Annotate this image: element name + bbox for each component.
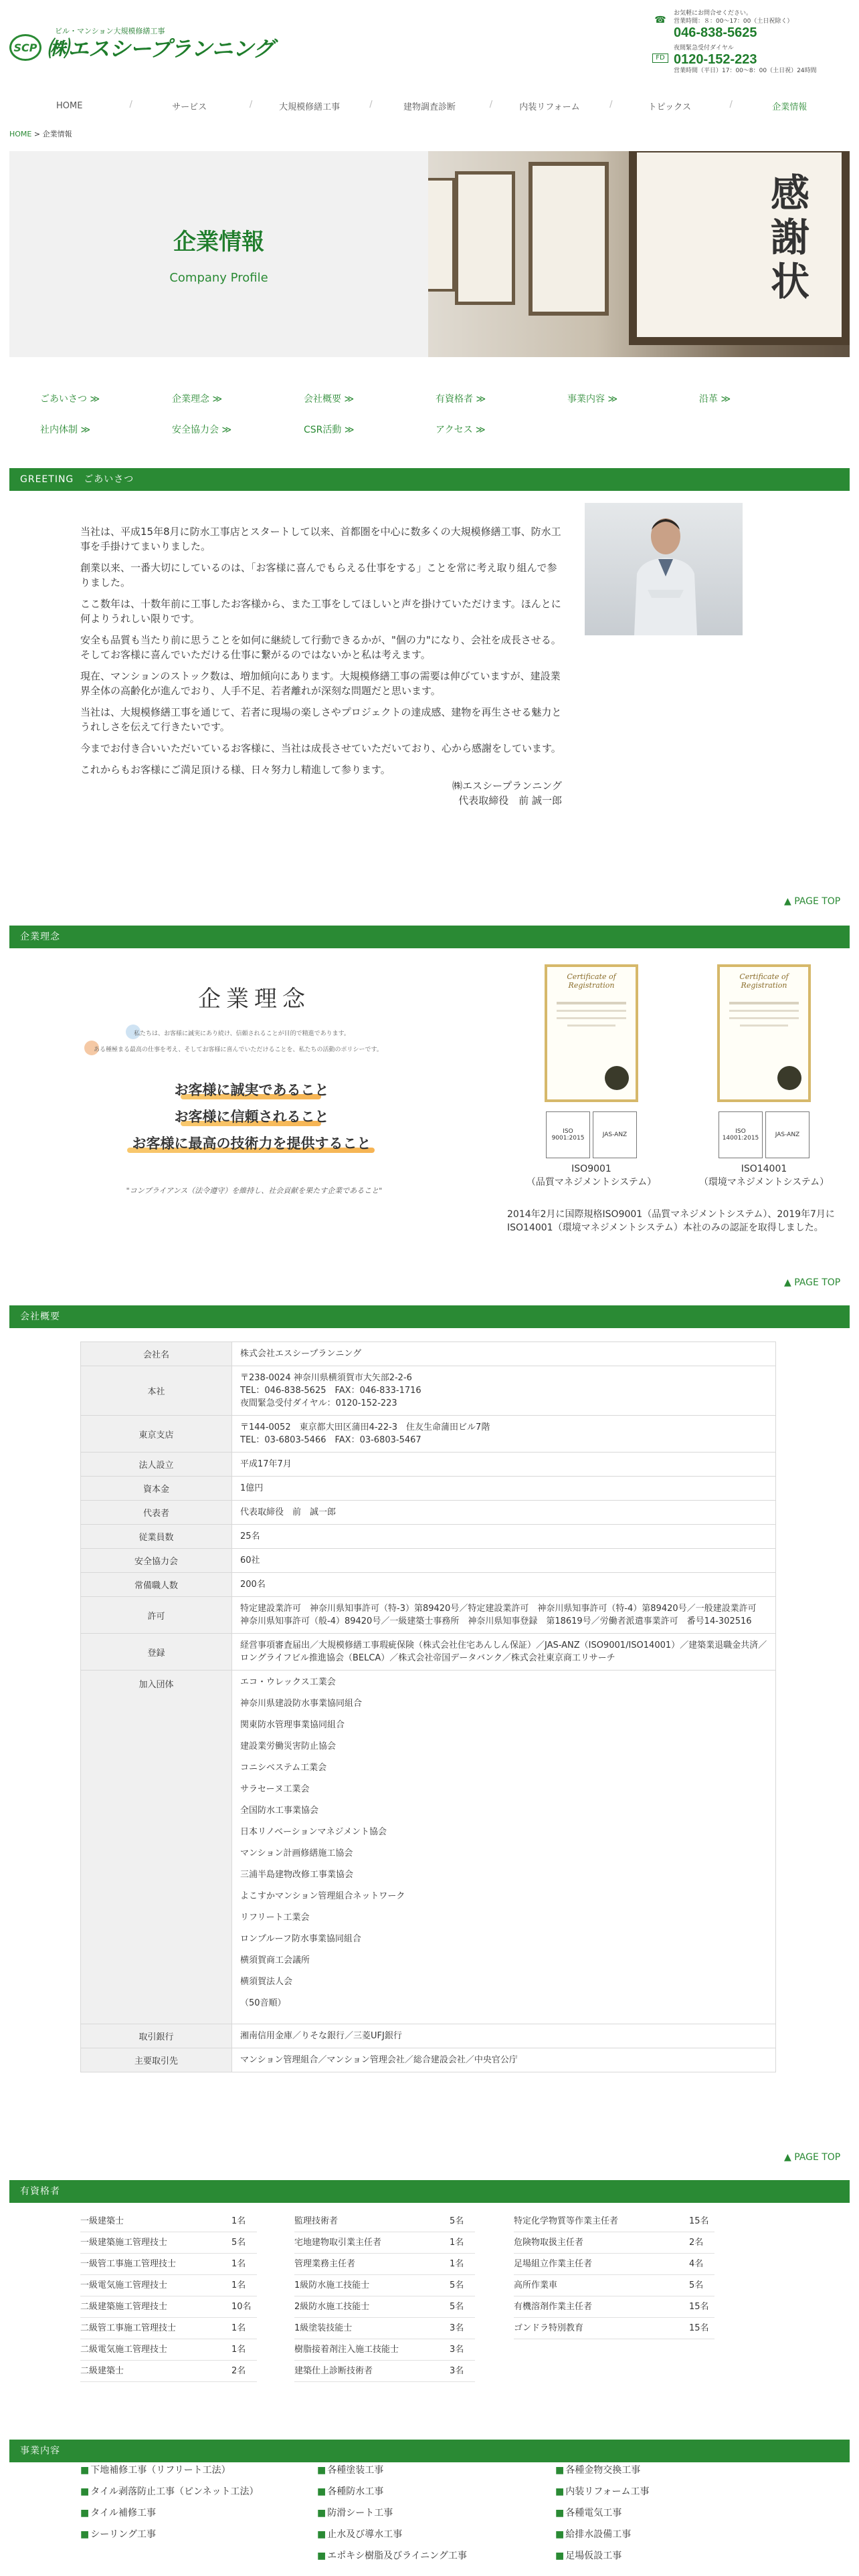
hero-banner xyxy=(9,151,850,357)
profile-value-line: 株式会社エスシープランニング xyxy=(240,1349,362,1359)
member-organization: 建設業労働災害防止協会 xyxy=(240,1741,337,1751)
business-item: ■ 止水及び導水工事 xyxy=(317,2524,558,2545)
nav-service[interactable]: / サービス xyxy=(129,100,249,112)
profile-value xyxy=(232,1671,776,2024)
qualification-count: 1名 xyxy=(231,2216,246,2226)
qualification-count: 15名 xyxy=(689,2216,709,2226)
qualified-row xyxy=(294,2275,475,2296)
profile-value-line: 平成17年7月 xyxy=(240,1459,292,1469)
qualification-count: 5名 xyxy=(450,2302,464,2312)
qualification-count: 2名 xyxy=(231,2366,246,2376)
profile-value-line: マンション管理組合／マンション管理会社／総合建設会社／中央官公庁 xyxy=(240,2055,518,2065)
qualification-count: 10名 xyxy=(231,2302,252,2312)
profile-row xyxy=(81,1549,776,1573)
qualified-row xyxy=(514,2211,714,2232)
profile-row xyxy=(81,1525,776,1549)
ins-logo: ISO 9001:2015 xyxy=(546,1111,590,1158)
profile-row xyxy=(81,1366,776,1416)
profile-row xyxy=(81,1501,776,1525)
main-phone-number[interactable]: 046-838-5625 xyxy=(674,25,757,40)
business-item: ■ 各種電気工事 xyxy=(555,2502,796,2524)
anchor-csr[interactable]: CSR活動 ≫ xyxy=(304,425,355,435)
member-organization: 全国防水工事業協会 xyxy=(240,1806,319,1816)
qualified-row xyxy=(294,2339,475,2361)
qualification-count: 5名 xyxy=(689,2280,704,2290)
greeting-text: 当社は、平成15年8月に防水工事店とスタートして以来、首都圏を中心に数多くの大規模修繕工事、防水工事を手掛けてまいりました。 創業以来、一番大切にしているのは、「お客様に喜んでもらえる仕事をする」ことを常に考え取り組んで参りました。 ここ数年は、十数年前に工事したお客様から、また工事をしてほしいと声を掛けていただけます。ほんとに何よりうれしい限りです。 安全も品質も当たり前に思うことを如何に継続して行動できるかが、"個の力"になり、会社を成長させる。そしてお客様に喜んでいただける仕事に繋がるのではないかと私は考えます。 現在、マンションのストック数は、増加傾向にあります。大規模修繕工事の需要は伸びていますが、建設業界全体の高齢化が進んでおり、人手不足、若者離れが深刻な問題だと思います。 当社は、大規模修繕工事を通じて、若者に現場の楽しさやプロジェクトの達成感、建物を再生させる魅力とうれしさを伝えて行きたいです。 今までお付き合いいただいているお客様に、当社は成長させていただいており、心から感謝をしています。 これからもお客様にご満足頂ける様、日々努力し精進して参ります。 ㈱エスシープランニング 代表取締役 前 誠一郎 xyxy=(80,526,562,807)
hero-photo xyxy=(428,151,850,357)
member-organization: （50音順） xyxy=(240,1998,286,2008)
qualification-name: 二級建築士 xyxy=(80,2366,124,2376)
philosophy-footer: "コンプライアンス（法令遵守）を維持し、社会貢献を果たす企業であること" xyxy=(126,1186,383,1195)
business-item: ■ タイル剥落防止工事（ピンネット工法） xyxy=(80,2481,321,2502)
profile-label: 登録 xyxy=(81,1634,232,1671)
member-organization: 神奈川県建設防水事業協同組合 xyxy=(240,1699,363,1709)
nav-home[interactable]: HOME xyxy=(56,100,83,111)
philosophy-line-1: お客様に誠実であること xyxy=(174,1081,329,1098)
qualification-name: 1級塗装技能士 xyxy=(294,2323,353,2333)
profile-value xyxy=(232,2048,776,2072)
page-top-link-2[interactable]: ▲ PAGE TOP xyxy=(784,1277,841,1288)
breadcrumb-home[interactable]: HOME xyxy=(9,130,32,138)
profile-value-line: 200名 xyxy=(240,1580,266,1590)
business-item: ■ 給排水設備工事 xyxy=(555,2524,796,2545)
business-item: ■ 下地補修工事（リフリート工法） xyxy=(80,2460,321,2481)
member-organization: 横須賀商工会議所 xyxy=(240,1955,310,1965)
business-item: ■ 防滑シート工事 xyxy=(317,2502,558,2524)
business-item: ■ 各種金物交換工事 xyxy=(555,2460,796,2481)
qualification-name: 一級建築士 xyxy=(80,2216,124,2226)
profile-label: 取引銀行 xyxy=(81,2024,232,2048)
profile-label: 代表者 xyxy=(81,1501,232,1525)
breadcrumb-current: 企業情報 xyxy=(42,130,72,138)
qualification-count: 1名 xyxy=(231,2259,246,2269)
profile-label: 常備職人数 xyxy=(81,1573,232,1597)
nav-topics[interactable]: / トピックス xyxy=(609,100,729,112)
anchor-qualified[interactable]: 有資格者 ≫ xyxy=(436,394,486,405)
qualification-count: 3名 xyxy=(450,2345,464,2355)
qualification-count: 3名 xyxy=(450,2366,464,2376)
member-organization: サラセーヌ工業会 xyxy=(240,1784,310,1794)
profile-value xyxy=(232,1501,776,1525)
profile-value xyxy=(232,1453,776,1477)
business-item: ■ シーリング工事 xyxy=(80,2524,321,2545)
qualification-name: 高所作業車 xyxy=(514,2280,558,2290)
profile-value-line: 60社 xyxy=(240,1555,260,1566)
business-item: ■ タイル補修工事 xyxy=(80,2502,321,2524)
freedial-icon: FD xyxy=(652,53,668,63)
profile-row xyxy=(81,1342,776,1366)
profile-value xyxy=(232,1597,776,1634)
profile-value-line: 特定建設業許可 神奈川県知事許可（特-3）第89420号／特定建設業許可 神奈川県知事許可（特-4）第89420号／一般建設業許可 神奈川県知事許可（般-4）89420号／一級建築士事務所 神奈川県知事登録 第18619号／労働者派遣事業許可 番号14-302516 xyxy=(240,1604,765,1626)
member-organization: 横須賀法人会 xyxy=(240,1977,293,1987)
qualified-row xyxy=(514,2275,714,2296)
profile-value-line: 〒144-0052 東京都大田区蒲田4-22-3 住友生命蒲田ビル7階 xyxy=(240,1422,490,1432)
qualification-count: 1名 xyxy=(231,2345,246,2355)
member-organization: ロンプルーフ防水事業協同組合 xyxy=(240,1934,361,1944)
member-organization: マンション計画修繕施工協会 xyxy=(240,1848,353,1858)
anchor-history[interactable]: 沿革 ≫ xyxy=(699,394,731,405)
qualification-count: 15名 xyxy=(689,2302,709,2312)
nav-building-survey[interactable]: / 建物調査診断 xyxy=(369,100,489,112)
qualified-row xyxy=(80,2275,257,2296)
qualified-row xyxy=(294,2232,475,2254)
qualification-count: 1名 xyxy=(231,2280,246,2290)
profile-label: 許可 xyxy=(81,1597,232,1634)
qualified-row xyxy=(80,2361,257,2382)
company-profile-table xyxy=(80,1341,776,2072)
profile-row xyxy=(81,2048,776,2072)
nav-company-info[interactable]: / 企業情報 xyxy=(730,100,850,112)
business-item: ■ 各種防水工事 xyxy=(317,2481,558,2502)
qualification-count: 1名 xyxy=(450,2238,464,2248)
profile-value-line: 25名 xyxy=(240,1531,260,1541)
iso14001-cert: Certificate of Registration ISO 14001:2015 JAS-ANZ ISO14001 （環境マネジメントシステム） xyxy=(717,964,811,1189)
qualification-name: 足場組立作業主任者 xyxy=(514,2259,593,2269)
profile-row xyxy=(81,2024,776,2048)
philosophy-title: 企業理念 xyxy=(198,986,310,1012)
header-tagline: ビル・マンション大規模修繕工事 xyxy=(55,27,165,35)
page-top-link-1[interactable]: ▲ PAGE TOP xyxy=(784,896,841,907)
profile-value xyxy=(232,1366,776,1416)
profile-label: 主要取引先 xyxy=(81,2048,232,2072)
qualification-name: 危険物取扱主任者 xyxy=(514,2238,584,2248)
jas-anz-logo: JAS-ANZ xyxy=(593,1111,637,1158)
profile-label: 会社名 xyxy=(81,1342,232,1366)
qualification-name: ゴンドラ特別教育 xyxy=(514,2323,584,2333)
anchor-safety[interactable]: 安全協力会 ≫ xyxy=(172,425,232,435)
anchor-structure[interactable]: 社内体制 ≫ xyxy=(40,425,91,435)
profile-label: 安全協力会 xyxy=(81,1549,232,1573)
qualified-row xyxy=(294,2361,475,2382)
iso9001-cert: Certificate of Registration ISO 9001:2015 JAS-ANZ ISO9001 （品質マネジメントシステム） xyxy=(545,964,638,1189)
anchor-philosophy[interactable]: 企業理念 ≫ xyxy=(172,394,223,405)
nav-large-repair[interactable]: / 大規模修繕工事 xyxy=(250,100,369,112)
member-organization: 三浦半島建物改修工事業協会 xyxy=(240,1870,354,1880)
jas-anz-logo: JAS-ANZ xyxy=(765,1111,809,1158)
member-organization: リフリート工業会 xyxy=(240,1913,310,1923)
profile-value-line: TEL：046-838-5625 FAX：046-833-1716 xyxy=(240,1386,421,1396)
member-organization: 日本リノベーションマネジメント協会 xyxy=(240,1827,387,1837)
qualified-row xyxy=(294,2254,475,2275)
qualification-name: 樹脂接着剤注入施工技能士 xyxy=(294,2345,399,2355)
philosophy-line-3: お客様に最高の技術力を提供すること xyxy=(132,1135,371,1152)
profile-row xyxy=(81,1477,776,1501)
qualified-row xyxy=(514,2232,714,2254)
page-title: 企業情報 xyxy=(173,229,264,255)
section-header-business: 事業内容 xyxy=(9,2440,850,2462)
site-header xyxy=(0,0,859,80)
qualified-row xyxy=(80,2339,257,2361)
profile-value-line: 湘南信用金庫／りそな銀行／三菱UFJ銀行 xyxy=(240,2031,402,2041)
header-contact: ☎ お気軽にお問合せください。 営業時間：８：00〜17：00（土日祝除く） 046-838-5625 FD 夜間緊急受付ダイヤル 0120-152-223 営業時間（平日）17：00〜8：00（土日祝）24時間 xyxy=(652,9,853,75)
profile-row xyxy=(81,1671,776,2024)
anchor-greeting[interactable]: ごあいさつ ≫ xyxy=(40,394,100,405)
qualified-row xyxy=(80,2211,257,2232)
qualified-row xyxy=(294,2296,475,2318)
qualified-row xyxy=(80,2318,257,2339)
anchor-access[interactable]: アクセス ≫ xyxy=(436,425,486,435)
qualification-name: 有機溶剤作業主任者 xyxy=(514,2302,593,2312)
qualification-name: 1級防水施工技能士 xyxy=(294,2280,370,2290)
qualified-row xyxy=(80,2254,257,2275)
qualification-name: 2級防水施工技能士 xyxy=(294,2302,370,2312)
qualification-name: 二級建築施工管理技士 xyxy=(80,2302,168,2312)
logo-company-name: ㈱エスシープランニング xyxy=(47,36,274,62)
page-top-link-3[interactable]: ▲ PAGE TOP xyxy=(784,2152,841,2163)
qualification-name: 監理技術者 xyxy=(294,2216,339,2226)
profile-label: 本社 xyxy=(81,1366,232,1416)
qualification-count: 1名 xyxy=(450,2259,464,2269)
qualification-name: 建築仕上診断技術者 xyxy=(294,2366,373,2376)
profile-value-line: TEL：03-6803-5466 FAX：03-6803-5467 xyxy=(240,1435,421,1445)
qualification-count: 15名 xyxy=(689,2323,709,2333)
ceo-figure xyxy=(629,510,702,635)
global-nav xyxy=(0,94,859,118)
profile-value xyxy=(232,1634,776,1671)
logo-mark: SCP xyxy=(9,34,41,61)
iso-note: 2014年2月に国際規格ISO9001（品質マネジメントシステム）、2019年7月にISO14001（環境マネジメントシステム）本社のみの認証を取得しました。 xyxy=(507,1209,835,1233)
qualified-row xyxy=(80,2296,257,2318)
qualification-count: 2名 xyxy=(689,2238,704,2248)
profile-value xyxy=(232,1342,776,1366)
qualified-row xyxy=(294,2211,475,2232)
hero-certificate-text: 感謝状 xyxy=(764,173,809,305)
qualified-row xyxy=(514,2296,714,2318)
member-organization: エコ・ウレックス工業会 xyxy=(240,1677,336,1687)
qualified-row xyxy=(514,2318,714,2339)
profile-value xyxy=(232,1549,776,1573)
profile-row xyxy=(81,1416,776,1453)
profile-label: 資本金 xyxy=(81,1477,232,1501)
qualification-count: 5名 xyxy=(450,2280,464,2290)
ins-logo: ISO 14001:2015 xyxy=(719,1111,763,1158)
phone-icon: ☎ xyxy=(654,15,666,25)
site-logo[interactable] xyxy=(9,32,274,63)
profile-label: 東京支店 xyxy=(81,1416,232,1453)
member-organization: 関東防水管理事業協同組合 xyxy=(240,1720,345,1730)
business-item: ■ 各種塗装工事 xyxy=(317,2460,558,2481)
profile-value xyxy=(232,1416,776,1453)
qualified-row xyxy=(294,2318,475,2339)
philosophy-line-2: お客様に信頼されること xyxy=(174,1108,329,1125)
profile-value xyxy=(232,1525,776,1549)
member-organization: コニシベステム工業会 xyxy=(240,1763,327,1773)
philosophy-graphic: 企業理念 私たちは、お客様に誠実にあり続け、信頼されることが目的で精進であります。 ある種極まる最高の仕事を考え、そしてお客様に喜んでいただけることを、私たちの活動のポリシーです。 お客様に誠実であること お客様に信頼されること お客様に最高の技術力を提供すること "コンプライアンス（法令遵守）を維持し、社会貢献を果たす企業であること" xyxy=(80,964,428,1218)
section-header-qualified: 有資格者 xyxy=(9,2180,850,2203)
emergency-phone-number[interactable]: 0120-152-223 xyxy=(674,52,757,67)
qualification-name: 二級電気施工管理技士 xyxy=(80,2345,168,2355)
qualification-name: 管理業務主任者 xyxy=(294,2259,356,2269)
qualification-count: 5名 xyxy=(231,2238,246,2248)
signature-name: 代表取締役 前 誠一郎 xyxy=(458,794,562,807)
signature-company: ㈱エスシープランニング xyxy=(452,780,562,792)
profile-row xyxy=(81,1634,776,1671)
profile-row xyxy=(81,1597,776,1634)
qualification-count: 5名 xyxy=(450,2216,464,2226)
business-item: ■ 内装リフォーム工事 xyxy=(555,2481,796,2502)
profile-value xyxy=(232,2024,776,2048)
profile-value-line: 経営事項審査届出／大規模修繕工事瑕疵保険（株式会社住宅あんしん保証）／JAS-ANZ（ISO9001/ISO14001）／建築業退職金共済／ロングライフビル推進協会（BELCA）／株式会社帝国データバンク／株式会社東京商工リサーチ xyxy=(240,1640,767,1663)
anchor-profile[interactable]: 会社概要 ≫ xyxy=(304,394,355,405)
ceo-photo xyxy=(585,503,743,635)
section-header-greeting: GREETING ごあいさつ xyxy=(9,468,850,491)
breadcrumb: HOME > 企業情報 xyxy=(9,130,72,138)
section-header-profile: 会社概要 xyxy=(9,1305,850,1328)
member-organization: よこすかマンション管理組合ネットワーク xyxy=(240,1891,405,1901)
profile-value xyxy=(232,1573,776,1597)
qualified-row xyxy=(80,2232,257,2254)
profile-value-line: 1億円 xyxy=(240,1483,264,1493)
qualification-name: 一級管工事施工管理技士 xyxy=(80,2259,177,2269)
qualification-name: 宅地建物取引業主任者 xyxy=(294,2238,382,2248)
qualification-name: 特定化学物質等作業主任者 xyxy=(514,2216,619,2226)
profile-label: 法人設立 xyxy=(81,1453,232,1477)
business-item: ■ 足場仮設工事 xyxy=(555,2545,796,2567)
qualification-count: 4名 xyxy=(689,2259,704,2269)
page-subtitle: Company Profile xyxy=(169,271,268,285)
qualification-name: 二級管工事施工管理技士 xyxy=(80,2323,177,2333)
section-header-philosophy: 企業理念 xyxy=(9,926,850,948)
iso9001-certificate-image: Certificate of Registration xyxy=(545,964,638,1102)
profile-label: 加入団体 xyxy=(81,1671,232,2024)
anchor-business[interactable]: 事業内容 ≫ xyxy=(567,394,618,405)
section-anchors xyxy=(9,392,850,453)
iso14001-certificate-image: Certificate of Registration xyxy=(717,964,811,1102)
qualified-row xyxy=(514,2254,714,2275)
profile-value-line: 〒238-0024 神奈川県横須賀市大矢部2-2-6 xyxy=(240,1373,412,1383)
profile-value-line: 代表取締役 前 誠一郎 xyxy=(240,1507,337,1517)
profile-row xyxy=(81,1573,776,1597)
profile-value xyxy=(232,1477,776,1501)
qualification-count: 3名 xyxy=(450,2323,464,2333)
qualification-name: 一級電気施工管理技士 xyxy=(80,2280,168,2290)
profile-label: 従業員数 xyxy=(81,1525,232,1549)
nav-interior-reform[interactable]: / 内装リフォーム xyxy=(490,100,609,112)
profile-row xyxy=(81,1453,776,1477)
business-item: ■ エポキシ樹脂及びライニング工事 xyxy=(317,2545,558,2567)
profile-value-line: 夜間緊急受付ダイヤル：0120-152-223 xyxy=(240,1398,397,1408)
qualification-name: 一級建築施工管理技士 xyxy=(80,2238,168,2248)
qualification-count: 1名 xyxy=(231,2323,246,2333)
